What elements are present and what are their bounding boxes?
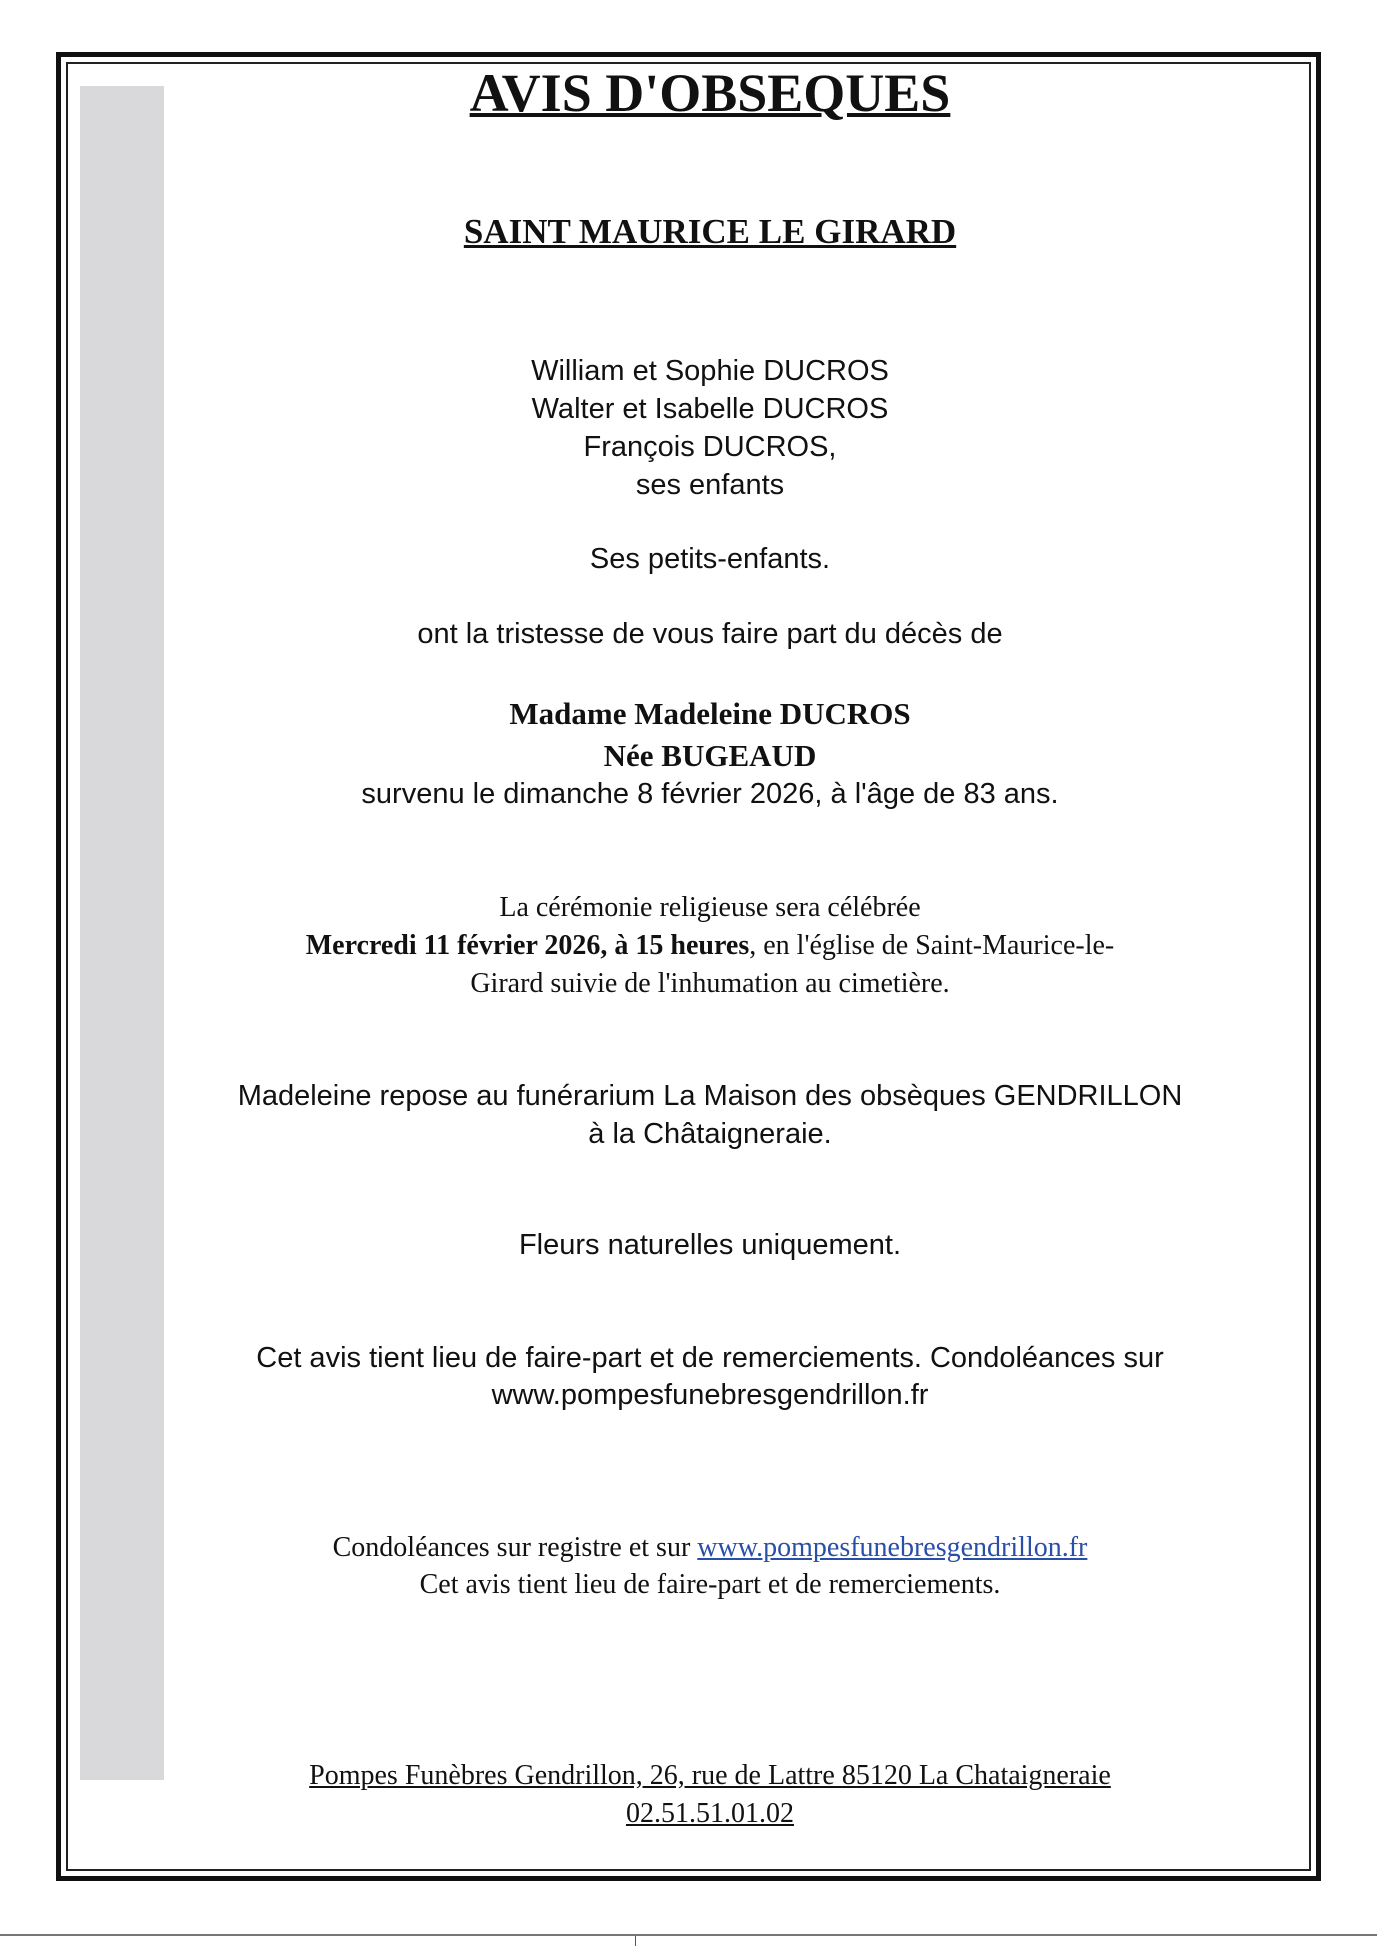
website-link[interactable]: www.pompesfunebresgendrillon.fr	[697, 1532, 1088, 1563]
flowers-note: Fleurs naturelles uniquement.	[518, 1229, 902, 1261]
notice-website: www.pompesfunebresgendrillon.fr	[491, 1379, 929, 1411]
death-info: survenu le dimanche 8 février 2026, à l'âge de 83 ans.	[361, 778, 1059, 810]
page-title: AVIS D'OBSEQUES	[469, 63, 951, 123]
page-edge-line	[0, 1934, 1377, 1936]
location-heading: SAINT MAURICE LE GIRARD	[463, 212, 957, 251]
notice-line: Cet avis tient lieu de faire-part et de remerciements. Condoléances sur	[256, 1342, 1164, 1374]
rest-place: à la Châtaigneraie.	[588, 1118, 832, 1150]
condolences-line	[170, 1532, 1250, 1564]
condolences-line: Cet avis tient lieu de faire-part et de remerciements.	[419, 1569, 1001, 1600]
footer-phone: 02.51.51.01.02	[626, 1798, 794, 1829]
deceased-name: Madame Madeleine DUCROS	[509, 696, 911, 731]
ceremony-line: Girard suivie de l'inhumation au cimetière.	[470, 968, 950, 999]
family-line: William et Sophie DUCROS	[531, 355, 889, 387]
family-line: Walter et Isabelle DUCROS	[531, 393, 889, 425]
grandchildren: Ses petits-enfants.	[589, 543, 831, 575]
family-line: ses enfants	[635, 469, 785, 501]
announcement: ont la tristesse de vous faire part du décès de	[417, 618, 1003, 650]
condolences-text: Condoléances sur registre et sur	[332, 1532, 698, 1563]
ceremony-place: , en l'église de Saint-Maurice-le-	[749, 930, 1115, 961]
family-line: François DUCROS,	[583, 431, 837, 463]
ceremony-date-line	[170, 930, 1250, 962]
ceremony-date: Mercredi 11 février 2026, à 15 heures	[305, 930, 750, 961]
footer-address: Pompes Funèbres Gendrillon, 26, rue de Lattre 85120 La Chataigneraie	[309, 1760, 1111, 1791]
page-edge-tick	[635, 1936, 636, 1946]
maiden-name: Née BUGEAUD	[603, 738, 817, 773]
scan-shadow-strip	[80, 86, 164, 1780]
ceremony-line: La cérémonie religieuse sera célébrée	[499, 892, 921, 923]
rest-place: Madeleine repose au funérarium La Maison des obsèques GENDRILLON	[237, 1080, 1183, 1112]
